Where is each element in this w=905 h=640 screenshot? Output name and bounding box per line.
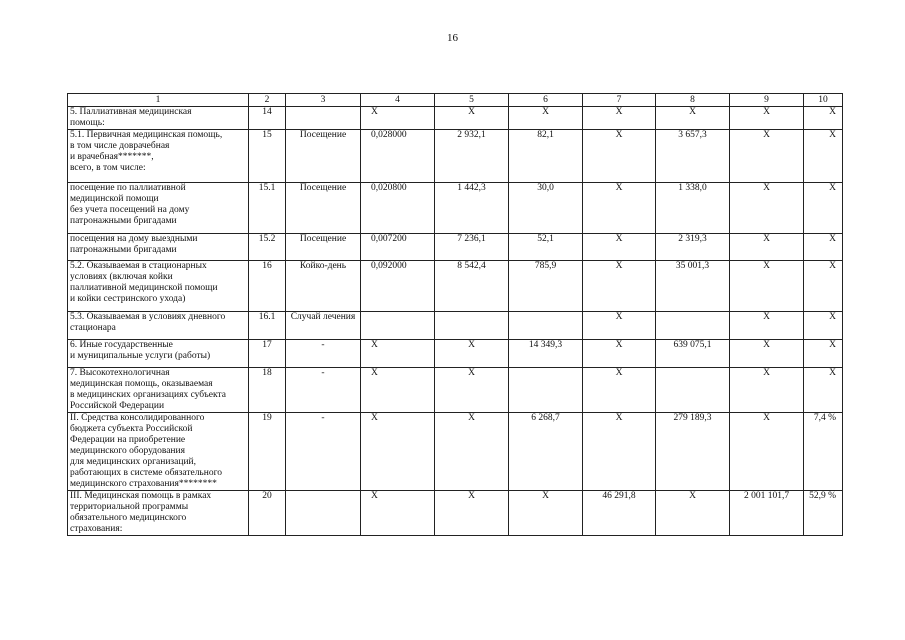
table-cell: 52,1 — [509, 234, 583, 261]
table-cell: 0,007200 — [361, 234, 435, 261]
table-cell: X — [435, 107, 509, 130]
table-cell — [656, 368, 730, 413]
table-cell: X — [509, 107, 583, 130]
table-row — [68, 183, 843, 234]
table-cell: 1 442,3 — [435, 183, 509, 234]
table-cell: X — [730, 130, 804, 183]
table-cell: 7 236,1 — [435, 234, 509, 261]
table-cell: X — [804, 130, 843, 183]
table-cell: X — [435, 340, 509, 368]
table-cell: 7,4 % — [804, 413, 843, 491]
row-label-cell: II. Средства консолидированного бюджета субъекта Российской Федерации на приобретение медицинского оборудования для медицинских организаций, работающих в системе обязательного медицинского страхования******** — [68, 413, 249, 491]
table-cell: X — [361, 368, 435, 413]
table-cell: X — [730, 107, 804, 130]
table-cell: 1 338,0 — [656, 183, 730, 234]
table-row — [68, 107, 843, 130]
table-cell: X — [804, 234, 843, 261]
table-cell: X — [656, 107, 730, 130]
table-cell: 15.2 — [249, 234, 286, 261]
table-cell: - — [286, 340, 361, 368]
table-row — [68, 312, 843, 340]
table-cell: 0,028000 — [361, 130, 435, 183]
table-cell: Случай лечения — [286, 312, 361, 340]
table-cell: X — [361, 413, 435, 491]
table-cell: X — [583, 130, 656, 183]
table-cell: X — [583, 183, 656, 234]
table-cell: 8 542,4 — [435, 261, 509, 312]
table-cell: 2 932,1 — [435, 130, 509, 183]
table-cell: 16.1 — [249, 312, 286, 340]
table-cell: Посещение — [286, 183, 361, 234]
table-cell: 14 349,3 — [509, 340, 583, 368]
table-cell: X — [583, 340, 656, 368]
table-cell: Посещение — [286, 234, 361, 261]
column-header: 9 — [730, 94, 804, 107]
table-cell: X — [804, 183, 843, 234]
data-table — [67, 93, 843, 536]
table-cell: X — [583, 234, 656, 261]
table-cell: X — [509, 491, 583, 536]
table-cell: X — [730, 234, 804, 261]
table-cell: 3 657,3 — [656, 130, 730, 183]
table-cell: X — [730, 368, 804, 413]
table-cell: 20 — [249, 491, 286, 536]
table-cell: X — [583, 368, 656, 413]
table-row — [68, 340, 843, 368]
table-cell — [656, 312, 730, 340]
table-cell: 639 075,1 — [656, 340, 730, 368]
column-header: 3 — [286, 94, 361, 107]
table-cell — [286, 491, 361, 536]
table-cell: Посещение — [286, 130, 361, 183]
table-cell: 46 291,8 — [583, 491, 656, 536]
table-cell: - — [286, 413, 361, 491]
table-cell — [435, 312, 509, 340]
table-cell: 15 — [249, 130, 286, 183]
column-header: 1 — [68, 94, 249, 107]
table-cell: 16 — [249, 261, 286, 312]
table-cell: 0,020800 — [361, 183, 435, 234]
table-cell: X — [435, 491, 509, 536]
table-row — [68, 491, 843, 536]
table-cell: 2 001 101,7 — [730, 491, 804, 536]
row-label-cell: 6. Иные государственные и муниципальные услуги (работы) — [68, 340, 249, 368]
table-cell: X — [804, 312, 843, 340]
table-row — [68, 234, 843, 261]
table-cell: X — [804, 340, 843, 368]
table-cell — [361, 312, 435, 340]
table-cell: X — [730, 413, 804, 491]
table-cell: X — [583, 413, 656, 491]
row-label-cell: 5.2. Оказываемая в стационарных условиях (включая койки паллиативной медицинской помощи и койки сестринского ухода) — [68, 261, 249, 312]
column-header: 4 — [361, 94, 435, 107]
row-label-cell: посещения на дому выездными патронажными бригадами — [68, 234, 249, 261]
table-cell: 17 — [249, 340, 286, 368]
table-row — [68, 130, 843, 183]
column-header: 10 — [804, 94, 843, 107]
table-cell: 35 001,3 — [656, 261, 730, 312]
page-number: 16 — [447, 32, 458, 44]
row-label-cell: 7. Высокотехнологичная медицинская помощь, оказываемая в медицинских организациях субъекта Российской Федерации — [68, 368, 249, 413]
row-label-cell: 5.3. Оказываемая в условиях дневного стационара — [68, 312, 249, 340]
table-cell: 18 — [249, 368, 286, 413]
table-cell: 52,9 % — [804, 491, 843, 536]
table-row — [68, 368, 843, 413]
table-cell: 82,1 — [509, 130, 583, 183]
table-cell: X — [730, 312, 804, 340]
table-cell: X — [730, 340, 804, 368]
column-header: 2 — [249, 94, 286, 107]
table-cell: X — [583, 107, 656, 130]
table-cell: X — [435, 368, 509, 413]
table-row — [68, 261, 843, 312]
row-label-cell: 5. Паллиативная медицинская помощь: — [68, 107, 249, 130]
table-cell: 19 — [249, 413, 286, 491]
row-label-cell: 5.1. Первичная медицинская помощь, в том числе доврачебная и врачебная*******, всего, в том числе: — [68, 130, 249, 183]
table-cell: X — [361, 340, 435, 368]
column-header: 7 — [583, 94, 656, 107]
table-cell: X — [804, 261, 843, 312]
table-cell: X — [804, 107, 843, 130]
table-cell — [509, 312, 583, 340]
table-cell: X — [804, 368, 843, 413]
table-cell: 6 268,7 — [509, 413, 583, 491]
header-row — [68, 94, 843, 107]
table-row — [68, 413, 843, 491]
table-cell: X — [583, 312, 656, 340]
column-header: 8 — [656, 94, 730, 107]
table-cell: 279 189,3 — [656, 413, 730, 491]
table-cell: 2 319,3 — [656, 234, 730, 261]
table-cell: 0,092000 — [361, 261, 435, 312]
table-cell: Койко-день — [286, 261, 361, 312]
row-label-cell: посещение по паллиативной медицинской помощи без учета посещений на дому патронажными бригадами — [68, 183, 249, 234]
table-cell — [286, 107, 361, 130]
column-header: 5 — [435, 94, 509, 107]
table-cell: 15.1 — [249, 183, 286, 234]
table-cell: X — [730, 183, 804, 234]
table-cell: X — [656, 491, 730, 536]
table-cell: 785,9 — [509, 261, 583, 312]
table-cell: X — [583, 261, 656, 312]
table-cell: X — [435, 413, 509, 491]
table-cell: - — [286, 368, 361, 413]
column-header: 6 — [509, 94, 583, 107]
table-cell — [509, 368, 583, 413]
table-cell: X — [730, 261, 804, 312]
table-cell: X — [361, 491, 435, 536]
table-cell: 14 — [249, 107, 286, 130]
row-label-cell: III. Медицинская помощь в рамках территориальной программы обязательного медицинского страхования: — [68, 491, 249, 536]
table-cell: X — [361, 107, 435, 130]
table-cell: 30,0 — [509, 183, 583, 234]
